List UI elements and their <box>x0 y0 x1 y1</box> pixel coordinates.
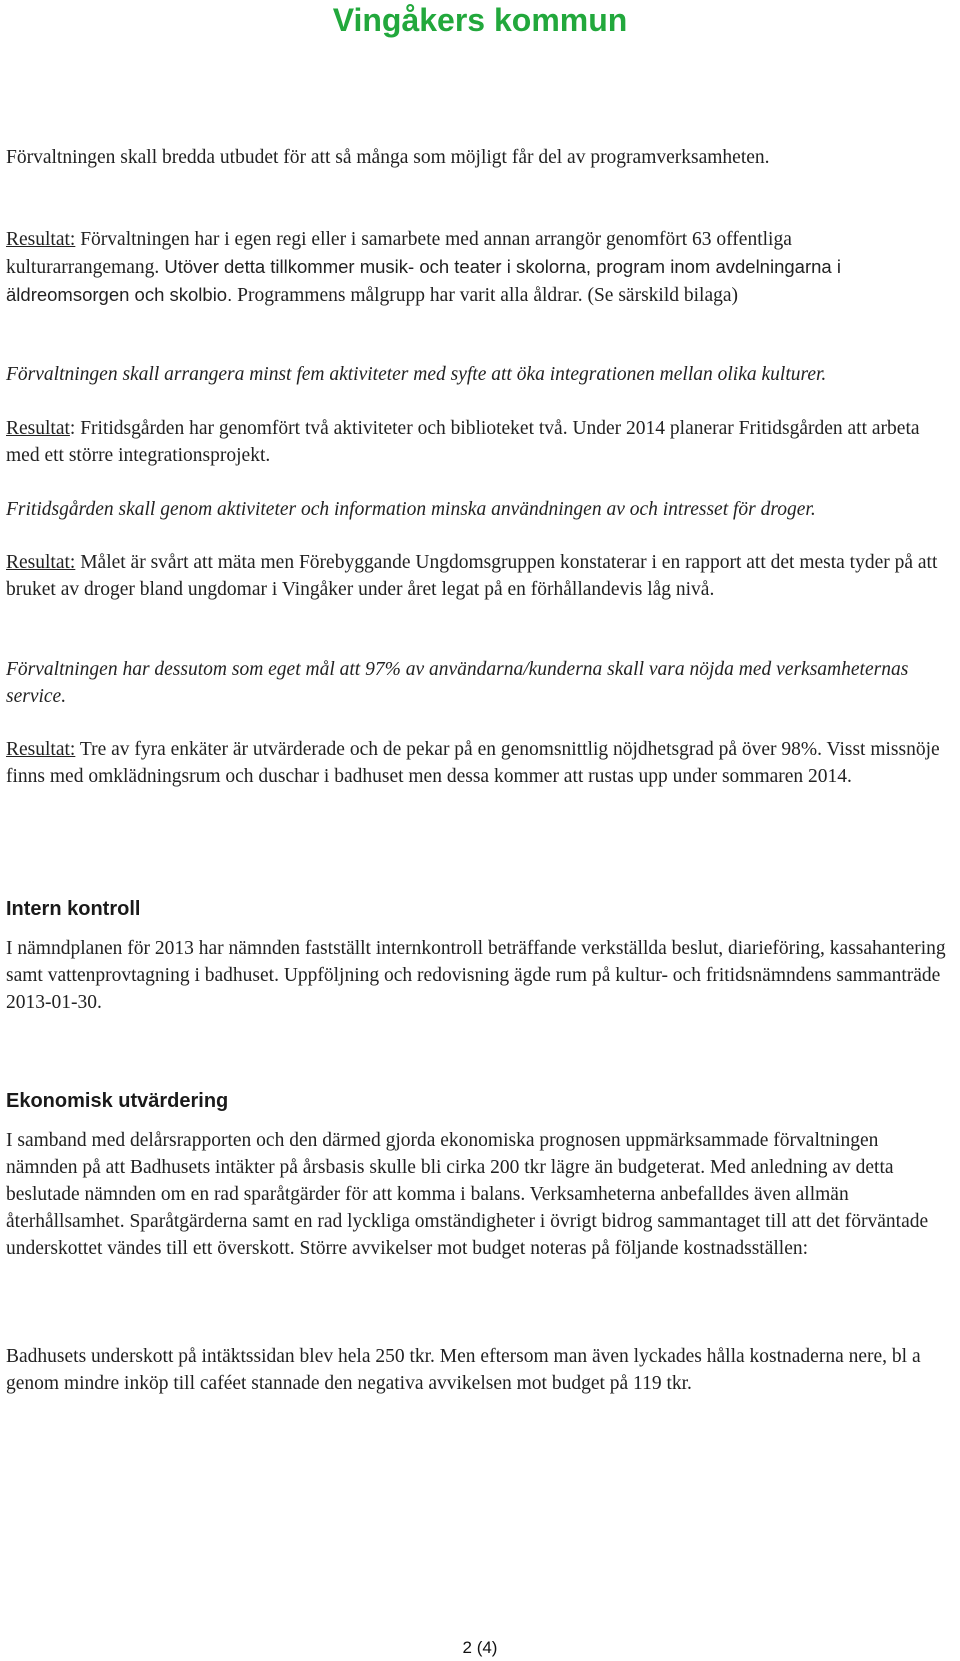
goal-text-2: Förvaltningen skall arrangera minst fem aktiviteter med syfte att öka integrationen mellan olika kulturer. <box>6 364 827 385</box>
goal-paragraph-4 <box>6 656 946 710</box>
goal-text-3: Fritidsgården skall genom aktiviteter och information minska användningen av och intresset för droger. <box>6 499 816 520</box>
goal-paragraph-2 <box>6 361 946 388</box>
result-label-2: Resultat <box>6 418 70 439</box>
result-text-1b: Utöver detta tillkommer musik- och teater i skolorna, program inom avdelningarna i äldreomsorgen och skolbio. <box>6 256 841 305</box>
goal-paragraph-1 <box>6 144 946 171</box>
page-header-title: Vingåkers kommun <box>332 2 628 38</box>
page-number: 2 (4) <box>462 1638 498 1657</box>
result-text-1c: Programmens målgrupp har varit alla åldrar. (Se särskild bilaga) <box>232 285 739 306</box>
result-text-1a: Förvaltningen har i egen regi eller i samarbete med annan arrangör genomfört 63 offentliga kulturarrangemang. <box>6 229 792 278</box>
ekonomisk-utvardering-heading: Ekonomisk utvärdering <box>6 1090 229 1112</box>
goal-paragraph-3 <box>6 496 946 523</box>
goal-text-1: Förvaltningen skall bredda utbudet för att så många som möjligt får del av programverksamheten. <box>6 147 770 168</box>
result-text-4: Tre av fyra enkäter är utvärderade och de pekar på en genomsnittlig nöjdhetsgrad på över 98%. Visst missnöje finns med omklädningsrum och duschar i badhuset men dessa kommer att rustas upp under sommaren 2014. <box>6 739 940 787</box>
intern-kontroll-paragraph <box>6 935 946 1016</box>
result-paragraph-3 <box>6 549 946 603</box>
result-paragraph-1 <box>6 226 946 309</box>
badhuset-paragraph <box>6 1343 946 1397</box>
result-text-2: : Fritidsgården har genomfört två aktiviteter och biblioteket två. Under 2014 planerar Fritidsgården att arbeta med ett större integrationsprojekt. <box>6 418 920 466</box>
ekonomisk-utvardering-text: I samband med delårsrapporten och den därmed gjorda ekonomiska prognosen uppmärksammade förvaltningen nämnden på att Badhusets intäkter på årsbasis skulle bli cirka 200 tkr lägre än budgeterat. Med anledning av detta beslutade nämnden om en rad sparåtgärder för att komma i balans. Verksamheterna anbefalldes även allmän återhållsamhet. Sparåtgärderna samt en rad lyckliga omständigheter i övrigt bidrog sammantaget till att det förväntade underskottet vändes till ett överskott. Större avvikelser mot budget noteras på följande kostnadsställen: <box>6 1130 929 1259</box>
intern-kontroll-heading: Intern kontroll <box>6 898 141 920</box>
result-text-3: Målet är svårt att mäta men Förebyggande Ungdomsgruppen konstaterar i en rapport att det mesta tyder på att bruket av droger bland ungdomar i Vingåker under året legat på en förhållandevis låg nivå. <box>6 552 938 600</box>
intern-kontroll-text: I nämndplanen för 2013 har nämnden fastställt internkontroll beträffande verkställda beslut, diarieföring, kassahantering samt vattenprovtagning i badhuset. Uppföljning och redovisning ägde rum på kultur- och fritidsnämndens sammanträde 2013-01-30. <box>6 938 946 1013</box>
result-label-3: Resultat: <box>6 552 76 573</box>
badhuset-text: Badhusets underskott på intäktssidan blev hela 250 tkr. Men eftersom man även lyckades hålla kostnaderna nere, bl a genom mindre inköp till caféet stannade den negativa avvikelsen mot budget på 119 tkr. <box>6 1346 921 1394</box>
ekonomisk-utvardering-paragraph <box>6 1127 946 1262</box>
result-paragraph-2 <box>6 415 946 469</box>
goal-text-4: Förvaltningen har dessutom som eget mål att 97% av användarna/kunderna skall vara nöjda med verksamheternas service. <box>6 659 909 707</box>
result-label-1: Resultat: <box>6 229 76 250</box>
result-paragraph-4 <box>6 736 946 790</box>
result-label-4: Resultat: <box>6 739 76 760</box>
